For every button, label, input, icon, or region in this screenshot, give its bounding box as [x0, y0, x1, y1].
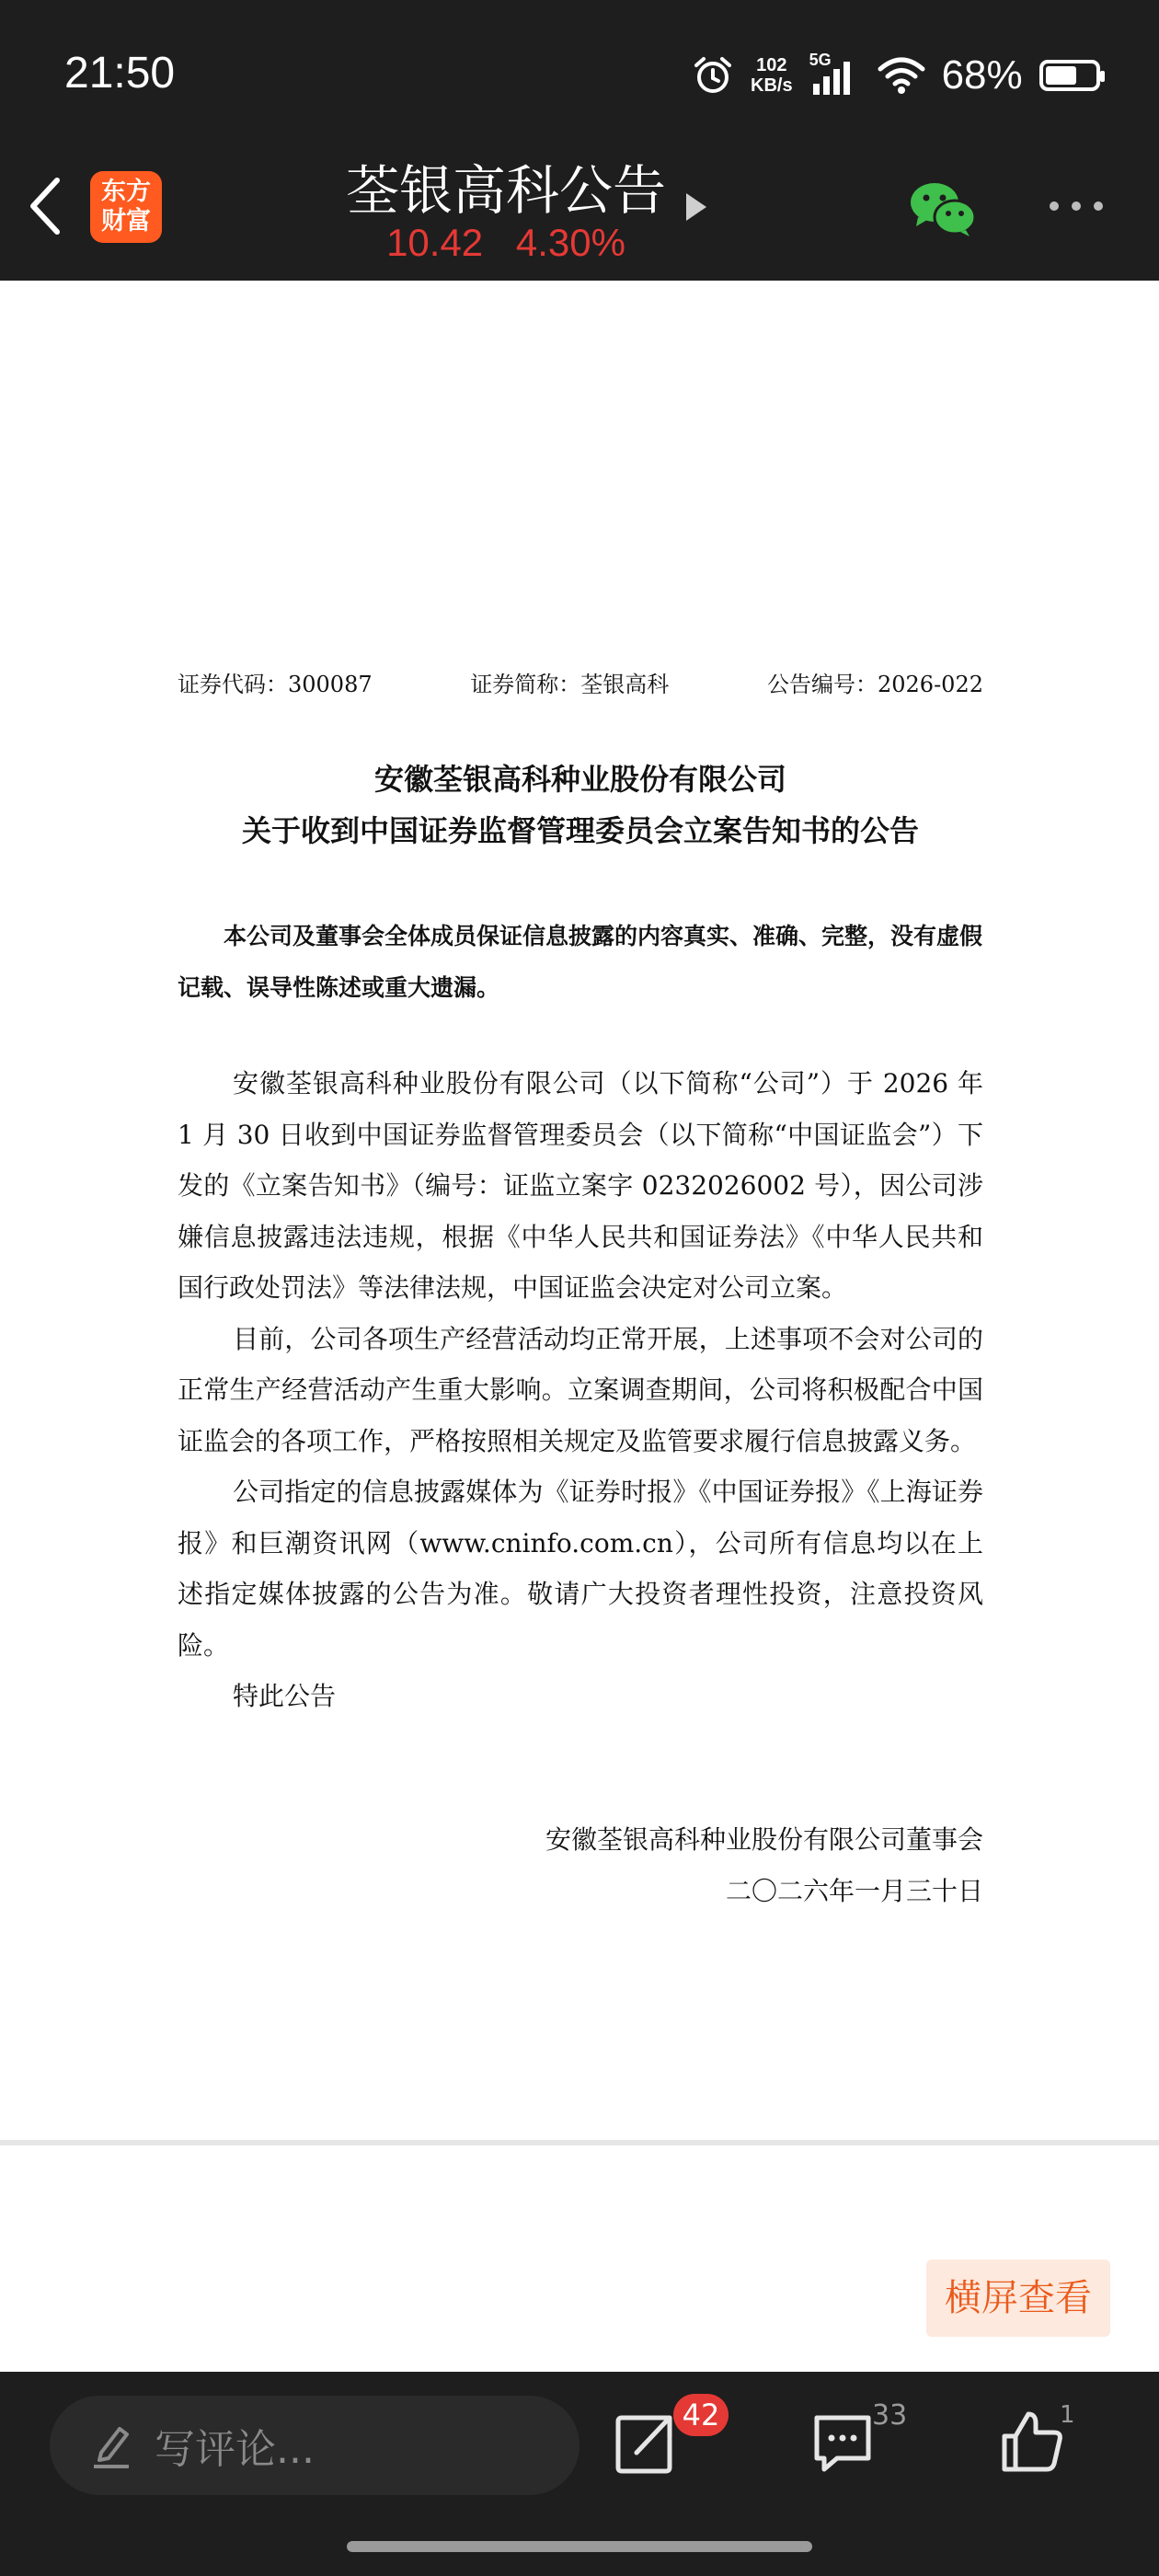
app-logo-line2: 财富 [101, 207, 151, 236]
comment-placeholder: 写评论... [155, 2426, 315, 2473]
document-paragraph: 安徽荃银高科种业股份有限公司（以下简称“公司”）于 2026 年 1 月 30 日收到中国证券监督管理委员会（以下简称“中国证监会”）下发的《立案告知书》（编号：证监立案字 0232026002 号），因公司涉嫌信息披露违法违规，根据《中华人民共和国证券法》《中华人民共和国行政处罚法》等法律法规，中国证监会决定对公司立案。 [178, 1068, 983, 1303]
landscape-view-button[interactable]: 横屏查看 [926, 2260, 1110, 2337]
status-icons [692, 48, 1100, 103]
wifi-icon [878, 56, 925, 95]
stock-code: 证券代码：300087 [178, 672, 373, 697]
document-paragraph: 公司指定的信息披露媒体为《证券时报》《中国证券报》《上海证券报》和巨潮资讯网（www.cninfo.com.cn），公司所有信息均以在上述指定媒体披露的公告为准。敬请广大投资者理性投资，注意投资风险。 [178, 1477, 983, 1661]
document-paragraph: 特此公告 [233, 1681, 337, 1711]
stock-price: 10.42 [386, 221, 484, 264]
stock-change: 4.30% [515, 221, 625, 264]
net-speed [751, 55, 793, 96]
pen-icon [90, 2421, 132, 2469]
app-logo[interactable] [90, 171, 162, 243]
net-speed-value: 102 [756, 55, 787, 75]
next-arrow-icon[interactable] [684, 193, 706, 221]
status-time: 21:50 [64, 49, 176, 98]
document-body [178, 1058, 983, 1722]
alarm-icon [692, 54, 734, 97]
comment-icon[interactable] [809, 2410, 876, 2477]
document-title-company: 安徽荃银高科种业股份有限公司 [373, 762, 786, 797]
signal-group [809, 51, 861, 97]
share-icon[interactable] [613, 2410, 677, 2477]
net-speed-unit: KB/s [751, 75, 793, 96]
comment-count: 33 [872, 2399, 908, 2432]
wechat-icon[interactable] [909, 180, 977, 237]
page-title: 荃银高科公告 [345, 159, 666, 222]
document-title-subject: 关于收到中国证券监督管理委员会立案告知书的公告 [241, 813, 919, 848]
announcement-number: 公告编号：2026-022 [767, 672, 983, 697]
stock-short-name: 证券简称：荃银高科 [470, 672, 670, 697]
battery-percent: 68% [941, 52, 1023, 98]
battery-icon [1039, 60, 1100, 91]
like-icon[interactable] [999, 2409, 1065, 2475]
battery-fill [1046, 66, 1076, 85]
like-count: 1 [1060, 2401, 1075, 2429]
more-icon[interactable] [1047, 195, 1106, 217]
document-paragraph: 目前，公司各项生产经营活动均正常开展，上述事项不会对公司的正常生产经营活动产生重大影响。立案调查期间，公司将积极配合中国证监会的各项工作，严格按照相关规定及监管要求履行信息披露义务。 [178, 1323, 983, 1456]
share-badge: 42 [673, 2394, 729, 2436]
app-logo-line1: 东方 [101, 178, 151, 206]
back-icon[interactable] [22, 173, 68, 239]
home-indicator[interactable] [347, 2541, 812, 2552]
document-meta [178, 666, 983, 698]
stock-quote [359, 221, 653, 265]
signal-icon [809, 54, 861, 97]
network-type: 5G [809, 51, 832, 69]
document-declaration: 本公司及董事会全体成员保证信息披露的内容真实、准确、完整，没有虚假记载、误导性陈述或重大遗漏。 [178, 923, 983, 1001]
comment-input[interactable] [50, 2396, 580, 2495]
document-signature: 安徽荃银高科种业股份有限公司董事会 [545, 1824, 983, 1855]
document-date: 二〇二六年一月三十日 [725, 1876, 983, 1906]
divider [0, 2140, 1159, 2145]
